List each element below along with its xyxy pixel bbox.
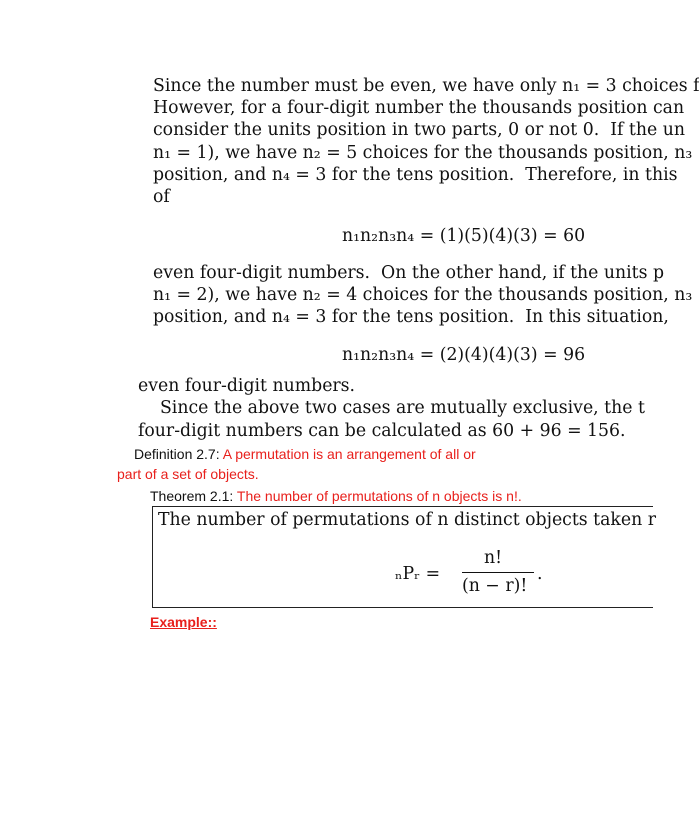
- text-line: four-digit numbers can be calculated as 60 + 96 = 156.: [138, 421, 626, 441]
- text-line: position, and n₄ = 3 for the tens position. In this situation,: [153, 307, 675, 327]
- formula-lhs: ₙPᵣ =: [395, 564, 441, 584]
- text-line: even four-digit numbers.: [138, 376, 356, 396]
- text-line: However, for a four-digit number the thousands position can: [153, 98, 685, 118]
- definition-label: Definition 2.7:: [134, 446, 223, 462]
- text-line: n₁ = 1), we have n₂ = 5 choices for the thousands position, n₃: [153, 143, 693, 163]
- formula-denominator: (n − r)!: [462, 576, 528, 596]
- example-label: Example::: [150, 614, 217, 630]
- theorem-line: [150, 487, 522, 505]
- theorem-box-statement: The number of permutations of n distinct objects taken r: [158, 510, 657, 530]
- text-line: position, and n₄ = 3 for the tens position. Therefore, in this: [153, 165, 678, 185]
- equation-1: n₁n₂n₃n₄ = (1)(5)(4)(3) = 60: [342, 226, 586, 246]
- text-line: n₁ = 2), we have n₂ = 4 choices for the thousands position, n₃: [153, 285, 693, 305]
- text-line: Since the above two cases are mutually exclusive, the t: [138, 398, 645, 418]
- definition-line-2: part of a set of objects.: [117, 466, 259, 482]
- formula-numerator: n!: [484, 548, 503, 568]
- text-line: Since the number must be even, we have only n₁ = 3 choices f: [153, 76, 699, 96]
- definition-text: A permutation is an arrangement of all or: [222, 446, 476, 462]
- definition-line-1: [134, 445, 476, 463]
- fraction-bar: [462, 572, 534, 573]
- text-line: of: [153, 187, 170, 207]
- text-line: even four-digit numbers. On the other hand, if the units p: [153, 263, 665, 283]
- theorem-label: Theorem 2.1:: [150, 488, 237, 504]
- equation-2: n₁n₂n₃n₄ = (2)(4)(4)(3) = 96: [342, 345, 586, 365]
- formula-period: .: [537, 564, 543, 584]
- text-line: consider the units position in two parts, 0 or not 0. If the un: [153, 120, 685, 140]
- theorem-text: The number of permutations of n objects is n!.: [236, 488, 522, 504]
